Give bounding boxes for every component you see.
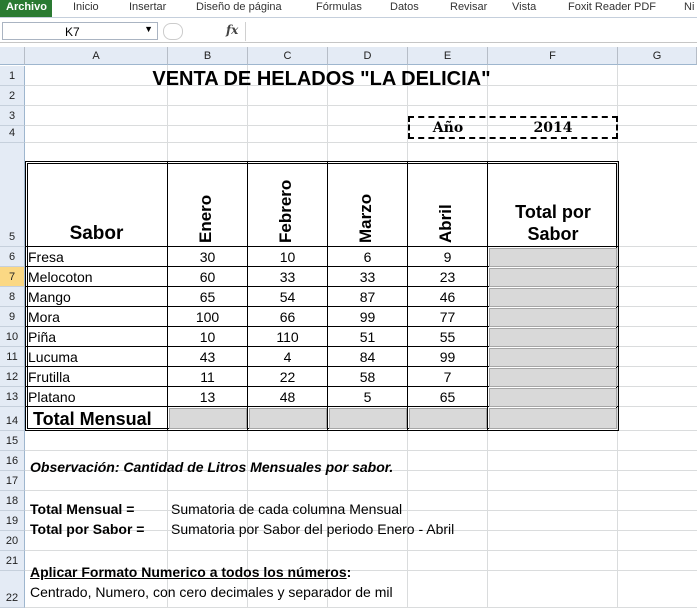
row-header[interactable]: 14: [0, 407, 25, 431]
gridline-h: [25, 105, 697, 106]
table-line-h: [25, 246, 618, 247]
value-cell[interactable]: 100: [195, 309, 220, 325]
row-header[interactable]: 18: [0, 491, 25, 511]
col-header-c[interactable]: C: [248, 47, 328, 65]
col-header-e[interactable]: E: [408, 47, 488, 65]
tab-revisar[interactable]: Revisar: [450, 1, 488, 13]
row-header[interactable]: 22: [0, 571, 25, 608]
value-cell[interactable]: 58: [359, 369, 376, 385]
value-cell[interactable]: 77: [439, 309, 456, 325]
value-cell[interactable]: 110: [276, 329, 299, 345]
def2-text: Sumatoria por Sabor del periodo Enero - Abril: [171, 521, 455, 537]
value-cell[interactable]: 9: [443, 249, 452, 265]
tab-vista[interactable]: Vista: [512, 1, 537, 13]
row-header[interactable]: 4: [0, 126, 25, 143]
aplicar-text: Aplicar Formato Numerico a todos los números: [30, 564, 347, 580]
total-sabor-cell[interactable]: [489, 248, 617, 267]
gridline-h: [25, 550, 697, 551]
value-cell[interactable]: 65: [199, 289, 216, 305]
fx-icon[interactable]: fx: [226, 23, 239, 37]
row-header[interactable]: 8: [0, 287, 25, 307]
row-header[interactable]: 19: [0, 511, 25, 531]
aplicar-colon: :: [346, 564, 352, 580]
aplicar-formato: [30, 564, 351, 580]
sabor-cell[interactable]: Melocoton: [28, 269, 93, 285]
value-cell[interactable]: 66: [279, 309, 296, 325]
value-cell[interactable]: 46: [439, 289, 456, 305]
total-mensual-cell[interactable]: [329, 408, 407, 429]
row-header[interactable]: 10: [0, 327, 25, 347]
sabor-cell[interactable]: Lucuma: [28, 349, 78, 365]
value-cell[interactable]: 54: [279, 289, 296, 305]
def1-label: Total Mensual =: [30, 501, 135, 517]
formula-input[interactable]: [246, 22, 697, 41]
row-header[interactable]: 7: [0, 267, 25, 287]
sabor-cell[interactable]: Piña: [28, 329, 57, 345]
row-header[interactable]: 9: [0, 307, 25, 327]
year-label: Año: [432, 120, 464, 136]
def1-text: Sumatoria de cada columna Mensual: [171, 501, 403, 517]
name-box-value: K7: [65, 25, 80, 39]
value-cell[interactable]: 13: [199, 389, 216, 405]
sheet-title: VENTA DE HELADOS "LA DELICIA": [152, 68, 491, 90]
value-cell[interactable]: 43: [199, 349, 216, 365]
row-header[interactable]: 3: [0, 106, 25, 126]
header-abril: Abril: [436, 204, 455, 243]
row-header[interactable]: 11: [0, 347, 25, 367]
value-cell[interactable]: 6: [363, 249, 372, 265]
row-header[interactable]: 17: [0, 471, 25, 491]
total-sabor-cell[interactable]: [489, 288, 617, 307]
value-cell[interactable]: 30: [199, 249, 216, 265]
row-header[interactable]: 13: [0, 387, 25, 407]
col-header-d[interactable]: D: [328, 47, 408, 65]
sabor-cell[interactable]: Mora: [28, 309, 60, 325]
col-header-f[interactable]: F: [488, 47, 618, 65]
row-header[interactable]: 6: [0, 247, 25, 267]
total-mensual-cell[interactable]: [489, 408, 617, 429]
row-header[interactable]: 20: [0, 531, 25, 551]
header-total-line1: Total por: [515, 202, 591, 222]
row-header[interactable]: 21: [0, 551, 25, 571]
total-mensual-cell[interactable]: [169, 408, 247, 429]
header-marzo: Marzo: [356, 193, 375, 243]
value-cell[interactable]: 48: [279, 389, 296, 405]
total-mensual-label: Total Mensual: [33, 409, 152, 429]
sabor-cell[interactable]: Platano: [28, 389, 76, 405]
formula-bar: [0, 21, 697, 43]
value-cell[interactable]: 5: [363, 389, 372, 405]
total-mensual-cell[interactable]: [249, 408, 327, 429]
row-header[interactable]: 12: [0, 367, 25, 387]
value-cell[interactable]: 87: [359, 289, 376, 305]
tab-foxit[interactable]: Foxit Reader PDF: [568, 1, 657, 13]
gridline-h: [25, 450, 697, 451]
sabor-cell[interactable]: Fresa: [28, 249, 64, 265]
tab-diseno-pagina[interactable]: Diseño de página: [196, 1, 282, 13]
def2-label: Total por Sabor =: [30, 521, 145, 537]
row-header[interactable]: 15: [0, 431, 25, 451]
value-cell[interactable]: 10: [279, 249, 296, 265]
header-total-line2: Sabor: [527, 224, 579, 244]
header-sabor: Sabor: [69, 223, 124, 244]
chevron-down-icon[interactable]: ▼: [144, 24, 153, 34]
header-febrero: Febrero: [276, 179, 295, 243]
tab-insertar[interactable]: Insertar: [129, 1, 167, 13]
value-cell[interactable]: 33: [279, 269, 296, 285]
total-sabor-cell[interactable]: [489, 328, 617, 347]
row-header[interactable]: 2: [0, 86, 25, 106]
ribbon-tabs: [0, 0, 697, 18]
col-header-b[interactable]: B: [168, 47, 248, 65]
tab-formulas[interactable]: Fórmulas: [316, 1, 362, 13]
total-sabor-cell[interactable]: [489, 308, 617, 327]
value-cell[interactable]: 7: [443, 369, 452, 385]
value-cell[interactable]: 4: [283, 349, 292, 365]
value-cell[interactable]: 11: [200, 369, 215, 385]
total-sabor-cell[interactable]: [489, 268, 617, 287]
gridline-h: [25, 142, 697, 143]
select-all-corner[interactable]: [0, 47, 25, 65]
gridline-h: [25, 490, 697, 491]
value-cell[interactable]: 65: [439, 389, 456, 405]
col-header-a[interactable]: A: [25, 47, 168, 65]
value-cell[interactable]: 51: [359, 329, 376, 345]
value-cell[interactable]: 60: [199, 269, 216, 285]
row-header[interactable]: 16: [0, 451, 25, 471]
gridline-h: [25, 430, 697, 431]
tab-datos[interactable]: Datos: [390, 1, 419, 13]
value-cell[interactable]: 84: [359, 349, 376, 365]
total-sabor-cell[interactable]: [489, 368, 617, 387]
tab-archivo[interactable]: Archivo: [0, 0, 52, 17]
value-cell[interactable]: 23: [439, 269, 456, 285]
value-cell[interactable]: 33: [359, 269, 376, 285]
sabor-cell[interactable]: Frutilla: [28, 369, 71, 385]
row-header[interactable]: 5: [0, 143, 25, 247]
total-sabor-cell[interactable]: [489, 348, 617, 367]
row-header[interactable]: 1: [0, 66, 25, 86]
formula-bar-resize-icon[interactable]: [163, 23, 183, 40]
value-cell[interactable]: 22: [279, 369, 296, 385]
year-value: 2014: [533, 120, 573, 136]
value-cell[interactable]: 55: [439, 329, 456, 345]
name-box[interactable]: [2, 22, 158, 40]
sabor-cell[interactable]: Mango: [28, 289, 71, 305]
total-mensual-cell[interactable]: [409, 408, 487, 429]
gridline-v: [617, 65, 618, 608]
total-sabor-cell[interactable]: [489, 388, 617, 407]
formato-text: Centrado, Numero, con cero decimales y separador de mil: [30, 584, 393, 600]
observacion: Observación: Cantidad de Litros Mensuales por sabor.: [30, 459, 394, 475]
tab-inicio[interactable]: Inicio: [73, 1, 99, 13]
value-cell[interactable]: 10: [199, 329, 216, 345]
value-cell[interactable]: 99: [359, 309, 376, 325]
header-enero: Enero: [196, 194, 215, 243]
value-cell[interactable]: 99: [439, 349, 456, 365]
tab-more[interactable]: Ni: [684, 1, 695, 13]
col-header-g[interactable]: G: [618, 47, 697, 65]
